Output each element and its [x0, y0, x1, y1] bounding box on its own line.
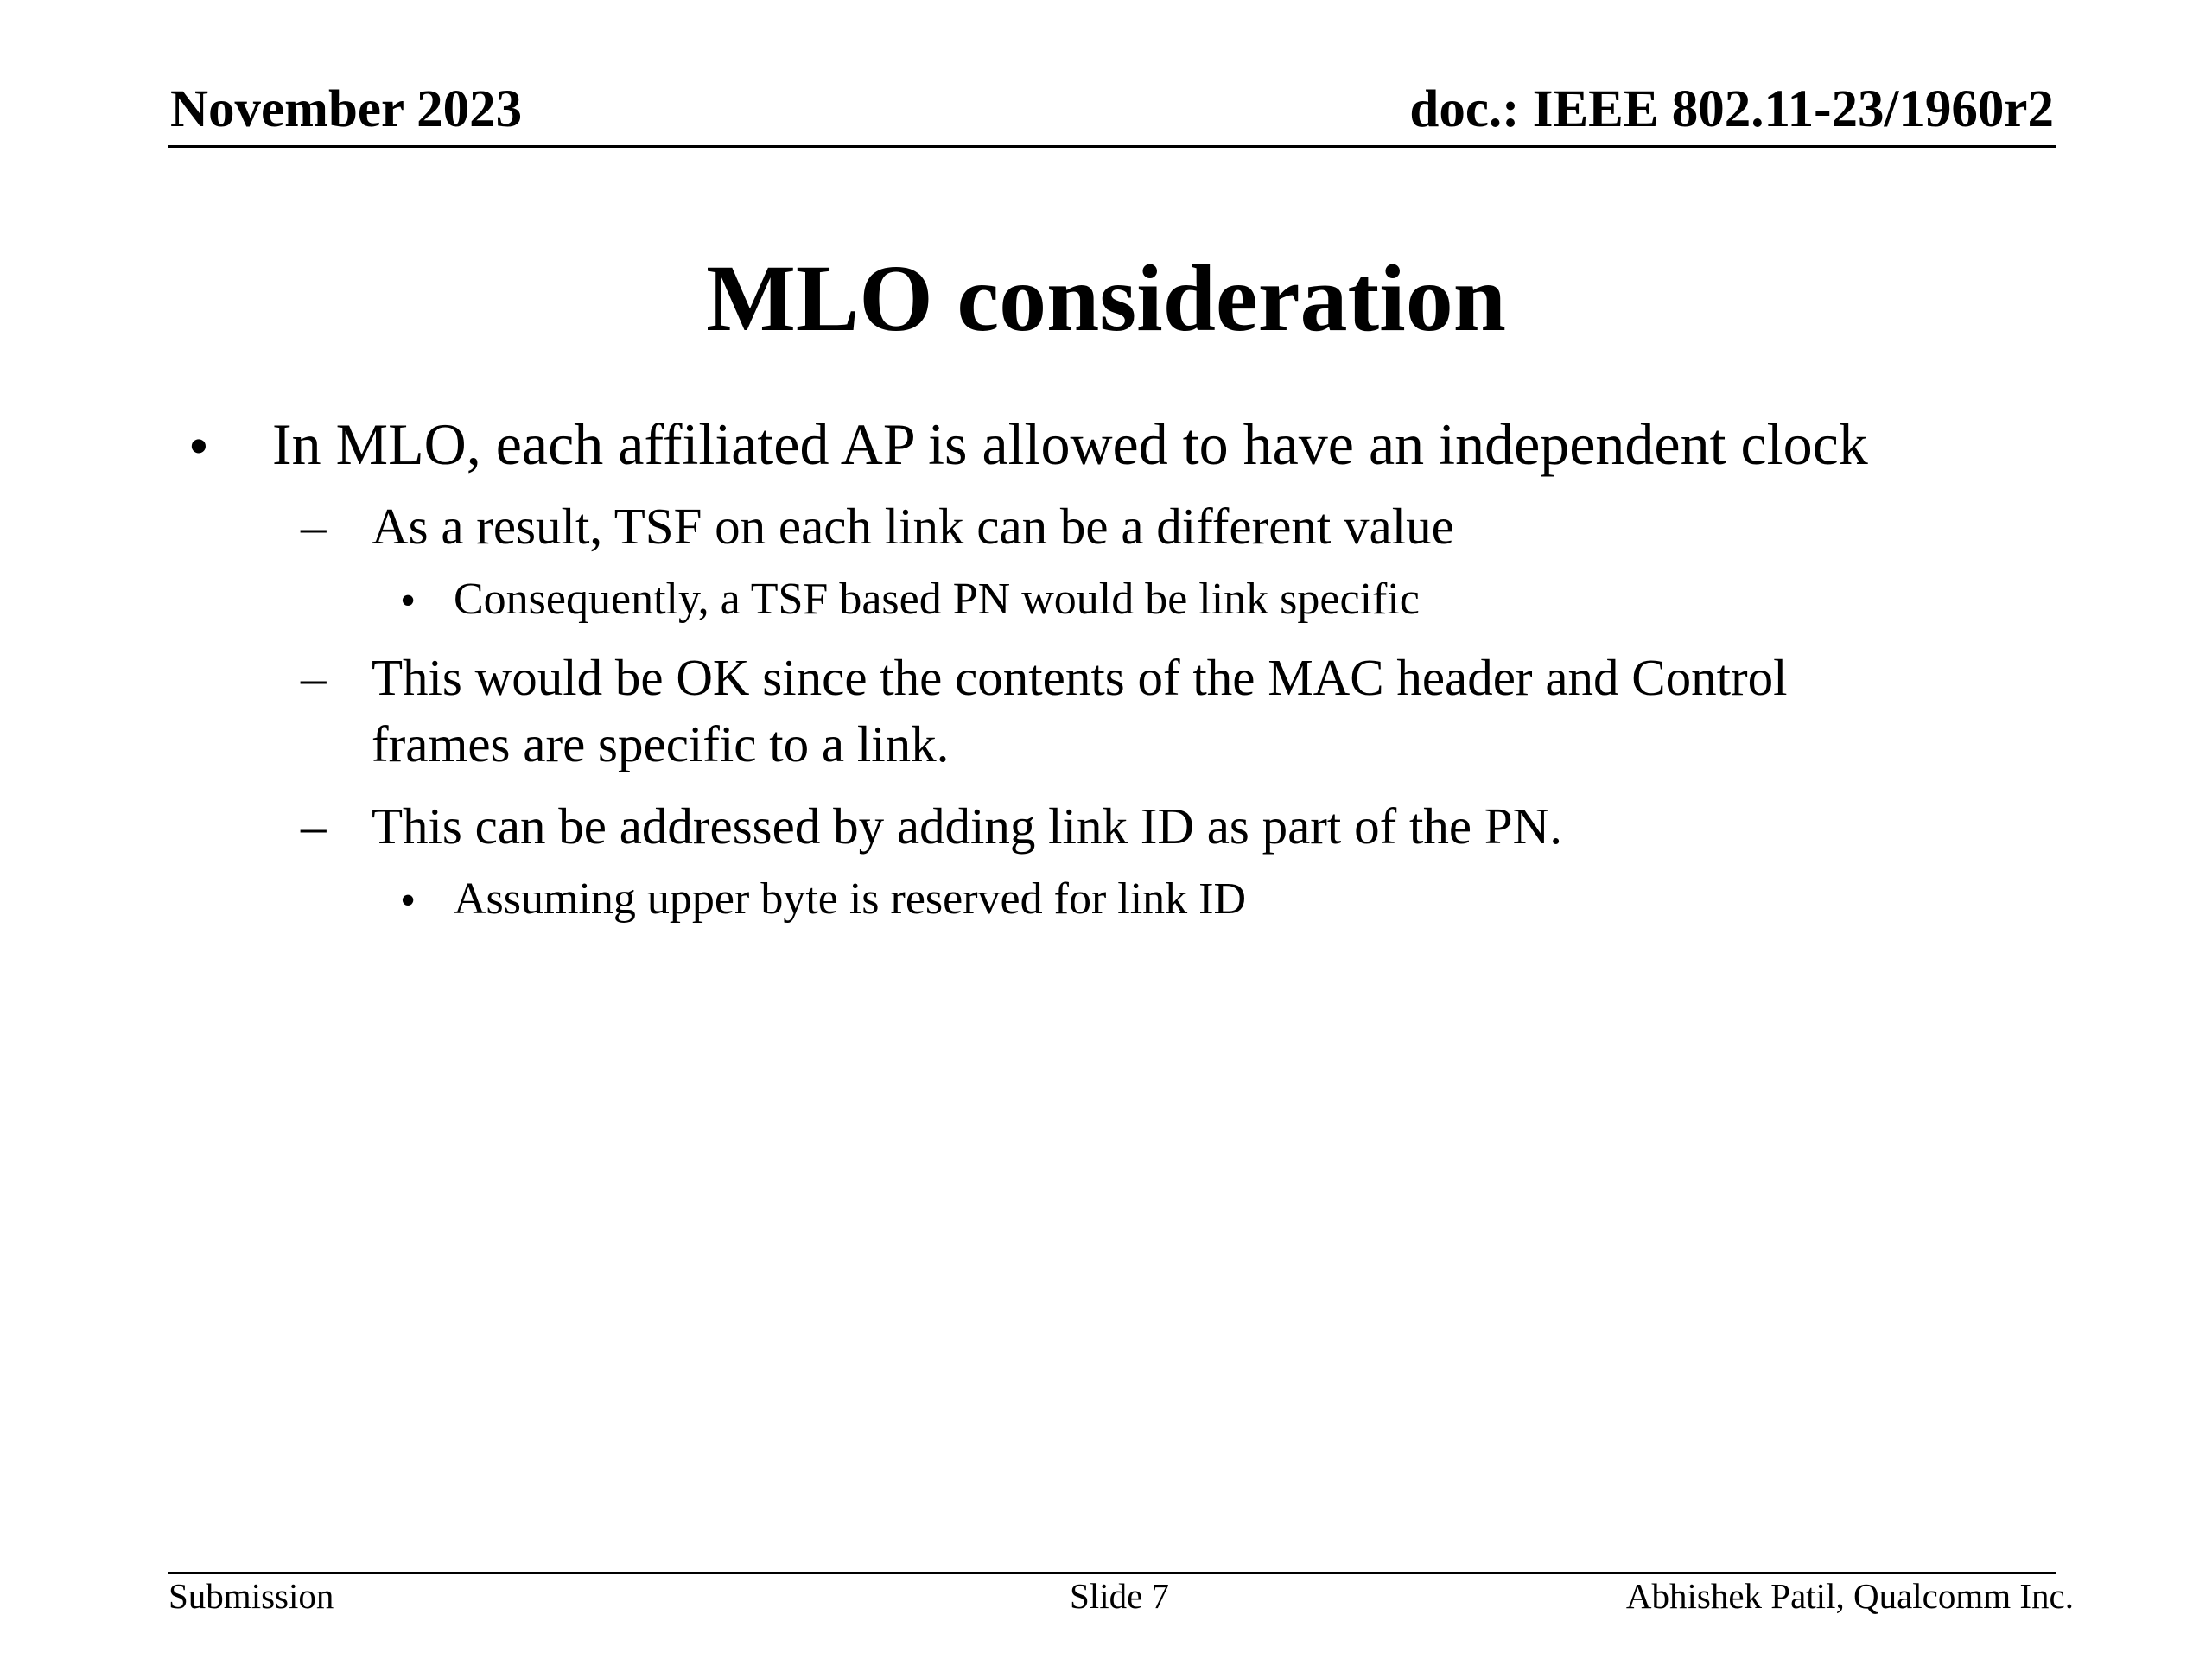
footer-rule — [168, 1572, 2056, 1574]
bullet-marker: • — [400, 576, 416, 626]
footer-author: Abhishek Patil, Qualcomm Inc. — [1625, 1576, 2074, 1616]
bullet-text-level2: This can be addressed by adding link ID as part of the PN. — [372, 798, 1562, 855]
bullet-text-level2: As a result, TSF on each link can be a different value — [372, 498, 1454, 555]
bullet-text-continuation: frames are specific to a link. — [372, 715, 950, 772]
dash-marker: – — [301, 649, 327, 706]
header-date: November 2023 — [170, 80, 523, 138]
dash-marker: – — [301, 498, 327, 555]
bullet-text-level2: This would be OK since the contents of the MAC header and Control — [372, 649, 1788, 706]
footer-slide-number: Slide 7 — [1070, 1576, 1170, 1616]
bullet-text-level3: Consequently, a TSF based PN would be link specific — [454, 575, 1420, 624]
header-rule — [168, 145, 2056, 148]
dash-marker: – — [301, 798, 327, 855]
bullet-marker: • — [400, 876, 416, 925]
footer-submission: Submission — [168, 1576, 334, 1616]
header-doc-id: doc.: IEEE 802.11-23/1960r2 — [1409, 80, 2054, 138]
bullet-marker: • — [188, 413, 209, 479]
bullet-text-level1: In MLO, each affiliated AP is allowed to have an independent clock — [272, 411, 1868, 477]
bullet-text-level3: Assuming upper byte is reserved for link ID — [454, 874, 1247, 924]
slide-title: MLO consideration — [706, 245, 1506, 351]
